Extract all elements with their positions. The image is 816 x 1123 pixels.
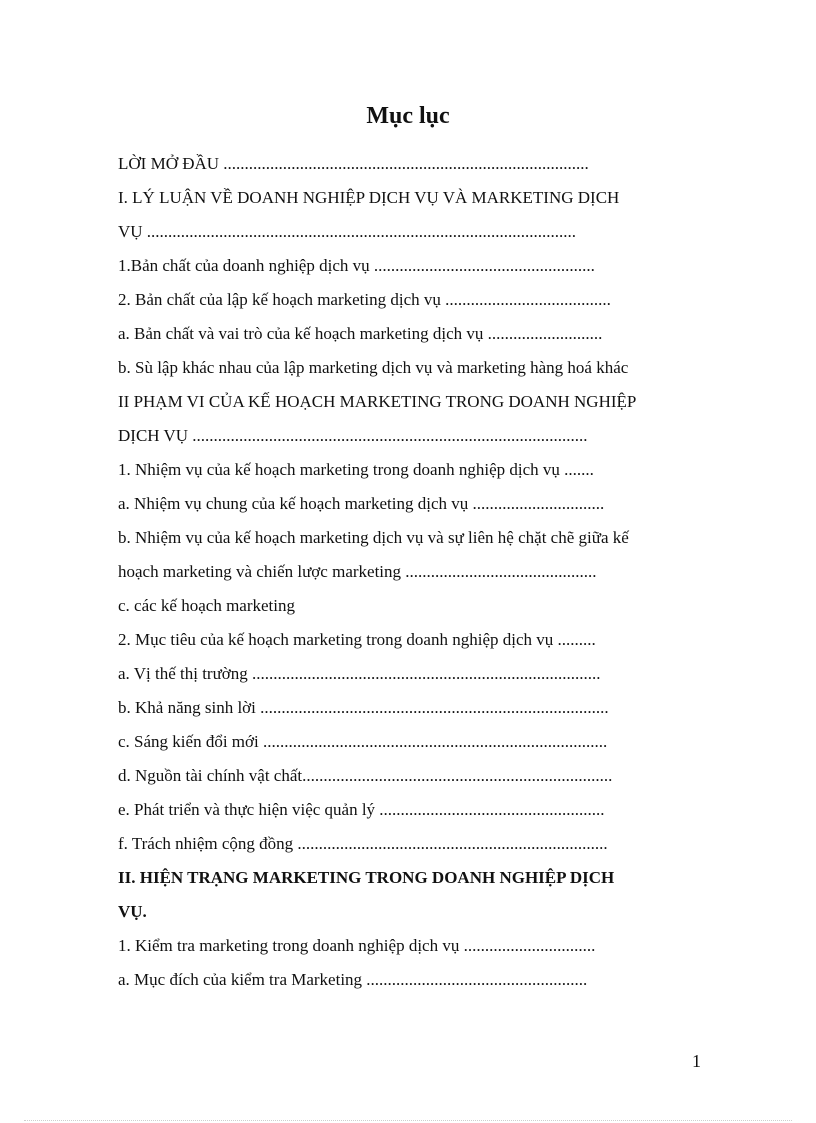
toc-entry: 1.Bản chất của doanh nghiệp dịch vụ ....................................................	[118, 256, 595, 275]
toc-entry: VỤ.	[118, 902, 147, 921]
toc-entry: I. LÝ LUẬN VỀ DOANH NGHIỆP DỊCH VỤ VÀ MARKETING DỊCH	[118, 188, 620, 207]
toc-entry: f. Trách nhiệm cộng đồng .........................................................................	[118, 834, 608, 853]
toc-entry: b. Khả năng sinh lời ..................................................................................	[118, 698, 609, 717]
page-title: Mục lục	[366, 103, 450, 129]
toc-entry: a. Bản chất và vai trò của kế hoạch marketing dịch vụ ...........................	[118, 324, 603, 343]
toc-entry: b. Nhiệm vụ của kế hoạch marketing dịch vụ và sự liên hệ chặt chẽ giữa kế	[118, 528, 629, 547]
toc-entry: e. Phát triển và thực hiện việc quản lý .....................................................	[118, 800, 605, 819]
page-bottom-divider	[24, 1120, 792, 1121]
page-number: 1	[692, 1051, 701, 1071]
toc-entry: 1. Nhiệm vụ của kế hoạch marketing trong doanh nghiệp dịch vụ .......	[118, 460, 594, 479]
toc-entry: 1. Kiểm tra marketing trong doanh nghiệp dịch vụ ...............................	[118, 936, 596, 955]
toc-entry: a. Vị thế thị trường ..................................................................................	[118, 664, 601, 683]
toc-entry: a. Mục đích của kiểm tra Marketing ....................................................	[118, 970, 588, 989]
toc-entry: a. Nhiệm vụ chung của kế hoạch marketing dịch vụ ...............................	[118, 494, 605, 513]
toc-entry: DỊCH VỤ .............................................................................................	[118, 426, 588, 445]
toc-entry: VỤ .....................................................................................................	[118, 222, 577, 241]
toc-entry: II. HIỆN TRẠNG MARKETING TRONG DOANH NGHIỆP DỊCH	[118, 868, 615, 887]
table-of-contents	[118, 147, 690, 997]
toc-entry: LỜI MỞ ĐẦU ......................................................................................	[118, 154, 589, 173]
toc-entry: 2. Bản chất của lập kế hoạch marketing dịch vụ .......................................	[118, 290, 611, 309]
toc-entry: 2. Mục tiêu của kế hoạch marketing trong doanh nghiệp dịch vụ .........	[118, 630, 596, 649]
toc-entry: b. Sù lập khác nhau của lập marketing dịch vụ và marketing hàng hoá khác	[118, 358, 629, 377]
toc-entry: hoạch marketing và chiến lược marketing .............................................	[118, 562, 597, 581]
toc-entry: d. Nguồn tài chính vật chất.........................................................................	[118, 766, 613, 785]
toc-entry: c. Sáng kiến đổi mới .................................................................................	[118, 732, 608, 751]
toc-entry: II PHẠM VI CỦA KẾ HOẠCH MARKETING TRONG DOANH NGHIỆP	[118, 392, 637, 411]
toc-entry: c. các kế hoạch marketing	[118, 596, 295, 615]
